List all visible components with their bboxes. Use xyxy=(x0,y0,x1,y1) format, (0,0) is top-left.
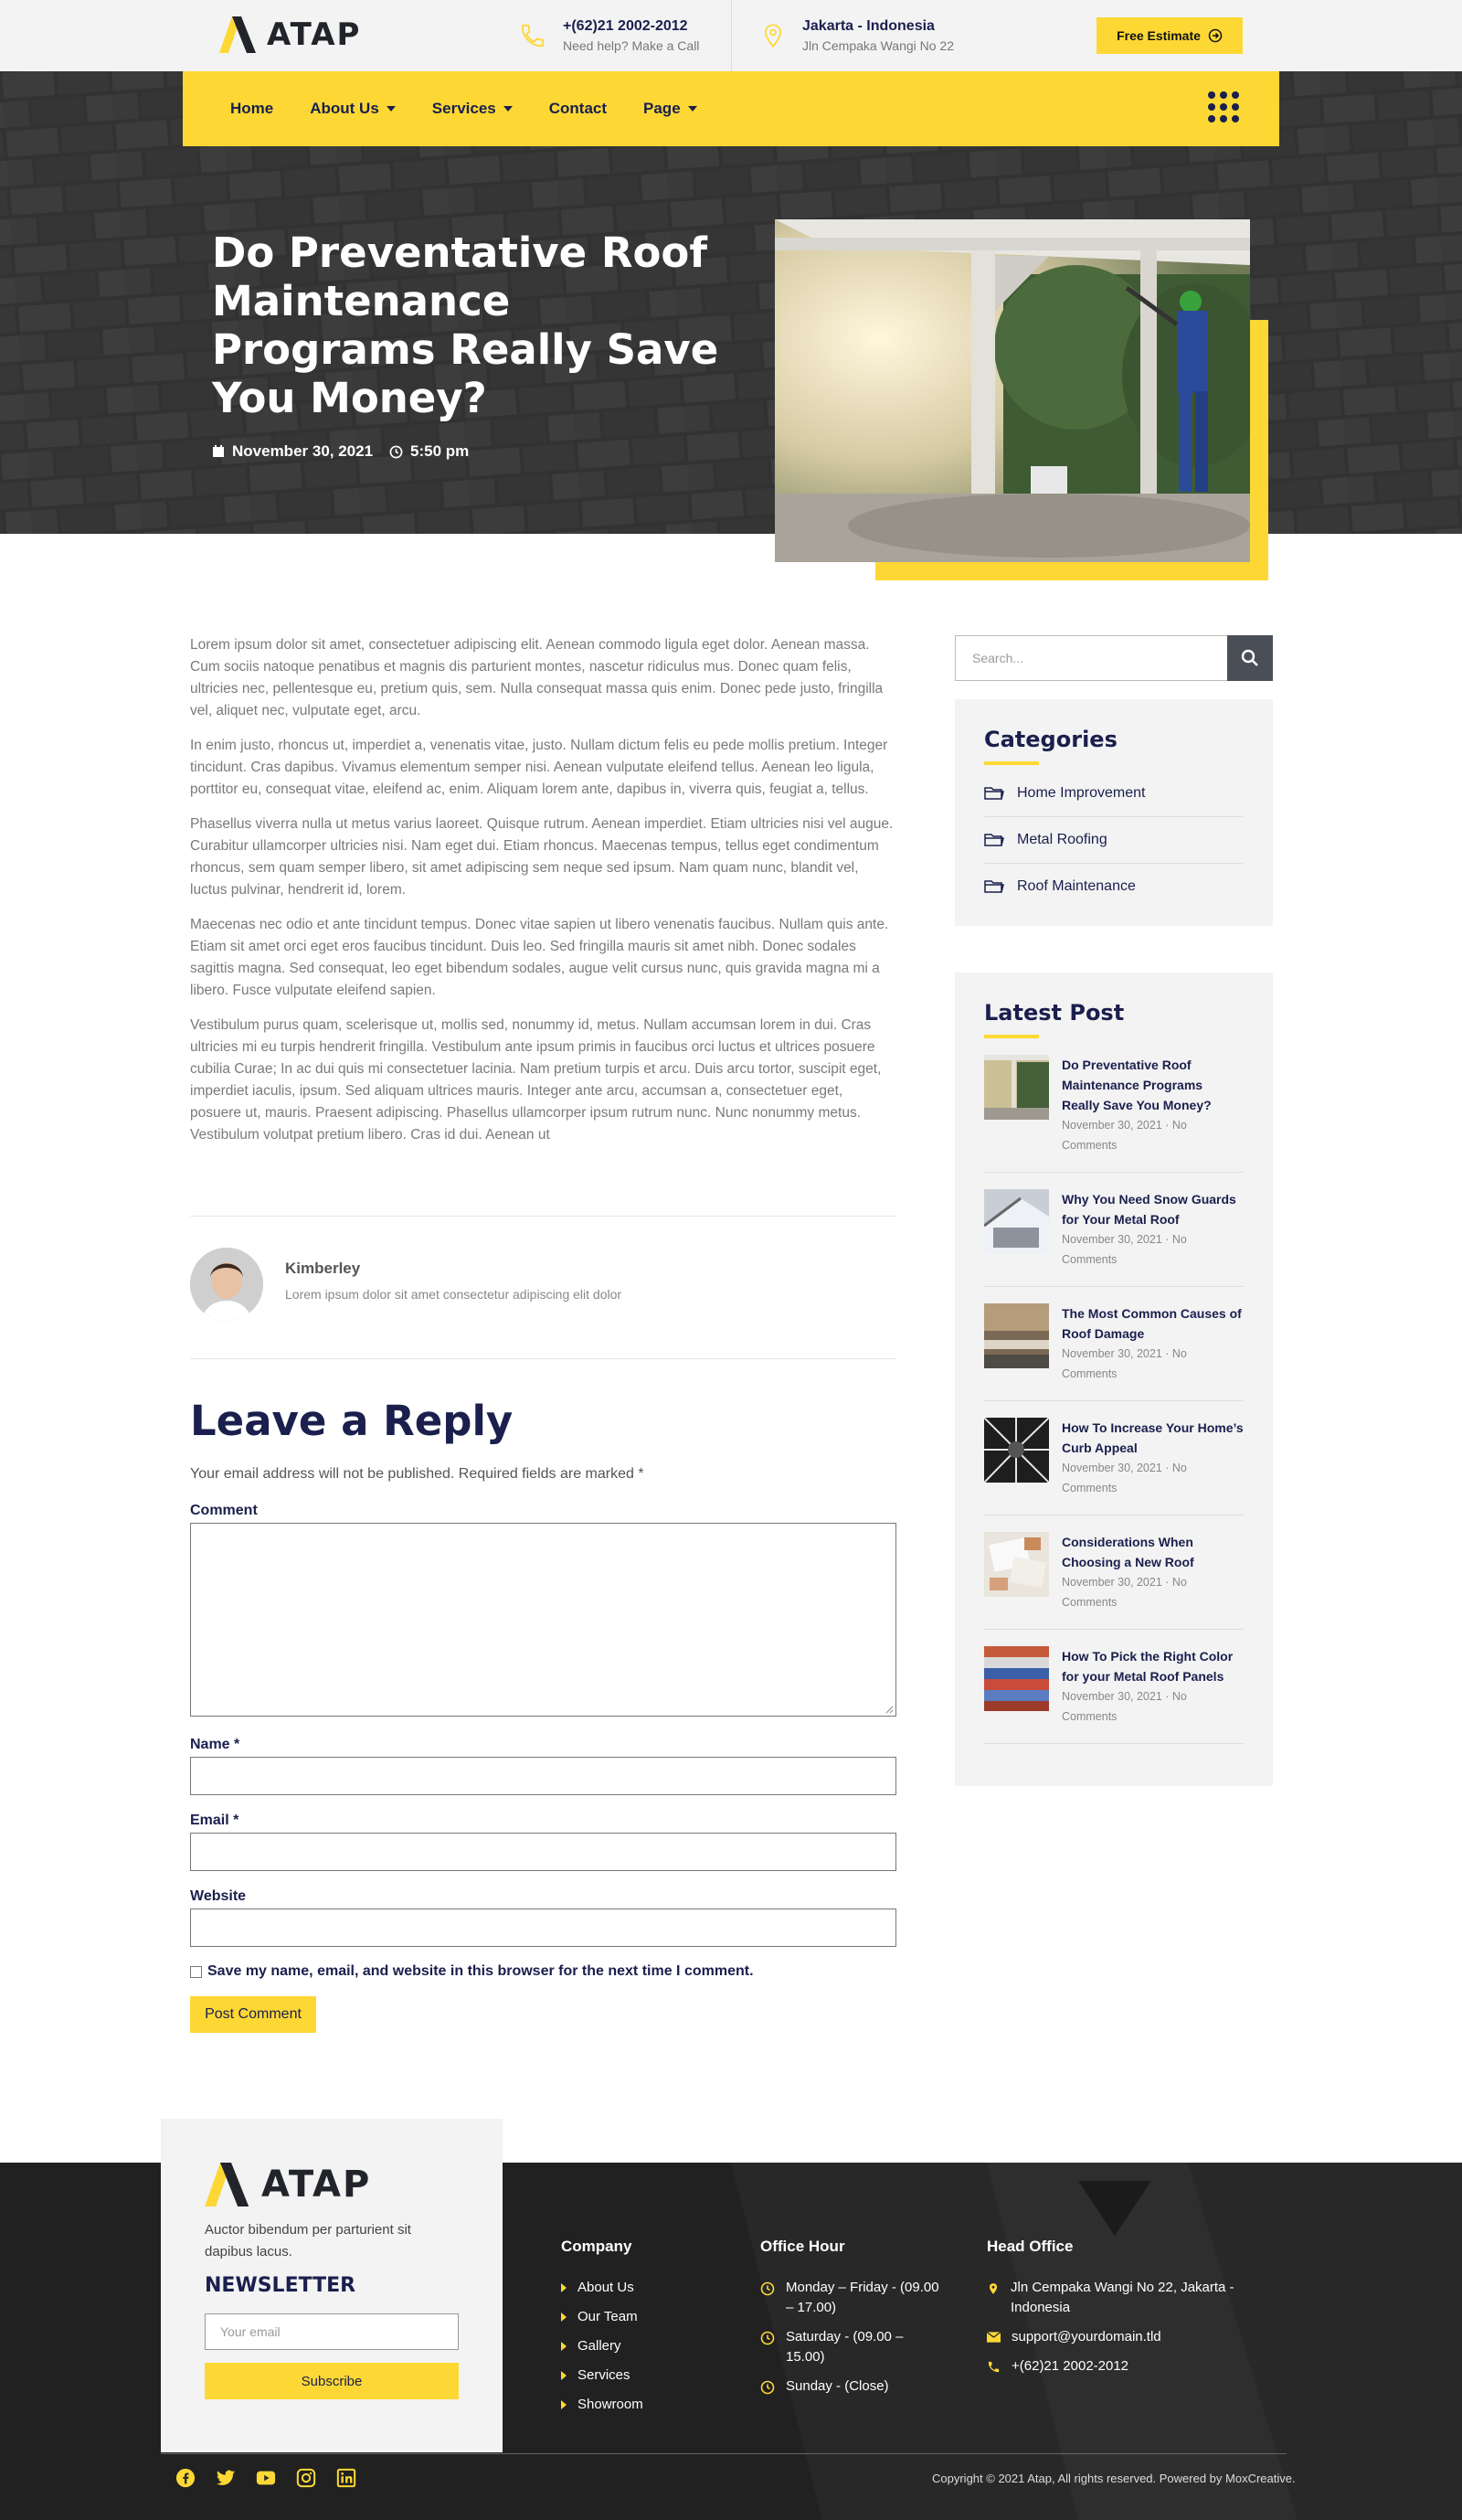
chevron-down-icon xyxy=(688,106,697,112)
latest-post-panel xyxy=(955,973,1273,1786)
footer-description: Auctor bibendum per parturient sit dapibus lacus. xyxy=(205,2222,411,2259)
footer-link-label: Services xyxy=(577,2367,630,2383)
facebook-icon[interactable] xyxy=(175,2468,196,2488)
categories-panel xyxy=(955,699,1273,926)
category-metal-roofing[interactable] xyxy=(984,817,1244,864)
nav-home-label: Home xyxy=(230,100,274,117)
reply-note: Your email address will not be published. Required fields are marked * xyxy=(190,1466,644,1482)
envelope-icon xyxy=(987,2332,1001,2343)
latest-post-meta: November 30, 2021 · No Comments xyxy=(1062,1233,1187,1266)
newsletter-email-input[interactable]: Your email xyxy=(205,2313,459,2350)
footer-link-label: Gallery xyxy=(577,2338,621,2354)
office-address xyxy=(987,2278,1243,2318)
post-thumbnail[interactable] xyxy=(984,1418,1049,1483)
subscribe-button[interactable]: Subscribe xyxy=(205,2363,459,2399)
latest-post-title[interactable]: Considerations When Choosing a New Roof xyxy=(1062,1535,1194,1569)
divider xyxy=(190,1216,896,1217)
latest-post-item[interactable] xyxy=(984,1401,1244,1515)
clock-icon xyxy=(389,445,403,459)
office-title: Head Office xyxy=(987,2238,1074,2255)
office-phone-text: +(62)21 2002-2012 xyxy=(1012,2358,1129,2374)
hero-meta xyxy=(212,442,469,461)
footer-brand-card xyxy=(161,2119,503,2452)
post-thumbnail[interactable] xyxy=(984,1646,1049,1711)
author-name[interactable]: Kimberley xyxy=(285,1260,361,1277)
post-thumbnail[interactable] xyxy=(984,1055,1049,1120)
hero-image xyxy=(775,219,1250,562)
search-icon xyxy=(1241,649,1259,667)
twitter-icon[interactable] xyxy=(216,2468,236,2488)
arrow-circle-icon xyxy=(1208,28,1223,43)
clock-icon xyxy=(760,2380,775,2395)
latest-post-item[interactable] xyxy=(984,1630,1244,1744)
name-label: Name * xyxy=(190,1737,240,1752)
author-bio: Lorem ipsum dolor sit amet consectetur adipiscing elit dolor xyxy=(285,1287,622,1302)
category-roof-maintenance[interactable] xyxy=(984,864,1244,909)
location-city: Jakarta - Indonesia xyxy=(802,18,935,34)
social-links xyxy=(175,2468,356,2488)
article-body xyxy=(190,634,896,1159)
post-date-text: November 30, 2021 xyxy=(232,442,374,460)
footer-hours-col xyxy=(760,2238,943,2406)
hours-title: Office Hour xyxy=(760,2238,845,2255)
phone-contact[interactable] xyxy=(519,18,699,53)
nav-page-label: Page xyxy=(643,100,681,117)
footer-link-showroom[interactable] xyxy=(561,2395,735,2415)
resize-handle-icon[interactable] xyxy=(885,1705,894,1714)
company-title: Company xyxy=(561,2238,632,2255)
folder-icon xyxy=(984,833,1004,847)
topbar-divider xyxy=(731,0,732,71)
category-label: Roof Maintenance xyxy=(1017,878,1136,894)
latest-post-meta: November 30, 2021 · No Comments xyxy=(1062,1347,1187,1380)
latest-post-meta: November 30, 2021 · No Comments xyxy=(1062,1690,1187,1723)
save-info-row xyxy=(190,1963,754,1980)
nav-contact-label: Contact xyxy=(548,100,608,117)
footer-divider xyxy=(161,2453,1287,2454)
nav-contact[interactable] xyxy=(549,100,607,118)
hours-text: Sunday - (Close) xyxy=(786,2378,889,2394)
folder-icon xyxy=(984,879,1004,894)
footer-link-gallery[interactable] xyxy=(561,2336,735,2356)
latest-post-title[interactable]: How To Increase Your Home’s Curb Appeal xyxy=(1062,1420,1244,1455)
nav-services[interactable] xyxy=(432,100,513,118)
clock-icon xyxy=(760,2331,775,2345)
nav-home[interactable] xyxy=(230,100,273,118)
post-time-text: 5:50 pm xyxy=(410,442,470,460)
latest-post-meta: November 30, 2021 · No Comments xyxy=(1062,1462,1187,1494)
post-thumbnail[interactable] xyxy=(984,1189,1049,1254)
office-address-text: Jln Cempaka Wangi No 22, Jakarta - Indonesia xyxy=(1011,2280,1234,2315)
calendar-icon xyxy=(212,445,225,458)
comment-textarea[interactable] xyxy=(190,1523,896,1717)
title-underline xyxy=(984,761,1039,765)
latest-post-item[interactable] xyxy=(984,1038,1244,1173)
post-time xyxy=(389,442,469,461)
author-photo xyxy=(190,1248,263,1321)
comment-label: Comment xyxy=(190,1503,258,1518)
location-address: Jln Cempaka Wangi No 22 xyxy=(802,38,955,53)
reply-title: Leave a Reply xyxy=(190,1397,514,1445)
caret-right-icon xyxy=(561,2313,567,2322)
website-input[interactable] xyxy=(190,1909,896,1947)
caret-right-icon xyxy=(561,2342,567,2351)
latest-post-item[interactable] xyxy=(984,1287,1244,1401)
logo-text: ATAP xyxy=(267,16,362,53)
latest-post-meta: November 30, 2021 · No Comments xyxy=(1062,1576,1187,1609)
article-paragraph: Vestibulum purus quam, scelerisque ut, mollis sed, nonummy id, metus. Nullam accumsan lorem in dui. Cras ultricies mi eu turpis hendrerit fringilla. Vestibulum ante ipsum primis in faucibus orci luctus et ultrices posuere cubilia Curae; In ac dui quis mi consectetuer lacinia. Nam pretium turpis et arcu. Duis arcu tortor, suscipit eget, imperdiet iaculis, ipsum. Sed aliquam ultrices mauris. Integer ante arcu, accumsan a, consectetuer eget, posuere ut, mauris. Praesent adipiscing. Phasellus ullamcorper ipsum rutrum nunc. Nunc nonummy metus. Vestibulum volutpat pretium libero. Cras id dui. Aenean ut xyxy=(190,1017,882,1143)
article-paragraph: In enim justo, rhoncus ut, imperdiet a, venenatis vitae, justo. Nullam dictum felis eu pede mollis pretium. Integer tincidunt. Cras dapibus. Vivamus elementum semper nisi. Aenean vulputate eleifend tellus. Aenean leo ligula, porttitor eu, consequat vitae, eleifend ac, enim. Aliquam lorem ante, dapibus in, viverra quis, feugiat a, tellus. xyxy=(190,738,888,797)
office-email[interactable] xyxy=(987,2327,1243,2347)
free-estimate-label: Free Estimate xyxy=(1117,28,1201,43)
name-input[interactable] xyxy=(190,1757,896,1795)
search-input[interactable]: Search... xyxy=(955,635,1227,681)
footer-link-label: Our Team xyxy=(577,2309,638,2324)
nav-page[interactable] xyxy=(643,100,697,118)
caret-right-icon xyxy=(561,2371,567,2380)
main-nav xyxy=(183,71,1279,146)
office-phone[interactable] xyxy=(987,2356,1243,2376)
location-contact xyxy=(760,18,954,53)
post-thumbnail[interactable] xyxy=(984,1532,1049,1597)
search-form xyxy=(955,635,1273,681)
clock-icon xyxy=(760,2281,775,2296)
latest-post-title[interactable]: Do Preventative Roof Maintenance Programs Really Save You Money? xyxy=(1062,1058,1212,1112)
post-thumbnail[interactable] xyxy=(984,1303,1049,1368)
nav-services-label: Services xyxy=(431,100,496,117)
footer-link-team[interactable] xyxy=(561,2307,735,2327)
save-info-label: Save my name, email, and website in this browser for the next time I comment. xyxy=(207,1963,754,1979)
location-pin-icon xyxy=(987,2281,1000,2296)
grid-dots-icon[interactable] xyxy=(1208,91,1239,122)
instagram-icon[interactable] xyxy=(296,2468,316,2488)
footer-link-label: Showroom xyxy=(577,2397,643,2412)
footer-logo-text: ATAP xyxy=(261,2164,372,2206)
nav-about-us[interactable] xyxy=(310,100,396,118)
phone-icon xyxy=(519,22,546,49)
logo-mark-icon xyxy=(219,16,263,53)
latest-post-item[interactable] xyxy=(984,1515,1244,1630)
categories-title: Categories xyxy=(984,727,1118,752)
chevron-down-icon xyxy=(503,106,513,112)
email-label: Email * xyxy=(190,1813,239,1828)
hours-text: Monday – Friday - (09.00 – 17.00) xyxy=(786,2280,939,2315)
copyright-text: Copyright © 2021 Atap, All rights reserved. Powered by MoxCreative. xyxy=(932,2472,1296,2485)
office-email-text: support@yourdomain.tld xyxy=(1012,2329,1161,2345)
pressure-washing-photo xyxy=(775,219,1250,562)
footer-link-label: About Us xyxy=(577,2280,634,2295)
latest-title: Latest Post xyxy=(984,1000,1125,1026)
latest-post-title[interactable]: Why You Need Snow Guards for Your Metal Roof xyxy=(1062,1192,1236,1227)
search-button[interactable] xyxy=(1227,635,1273,681)
newsletter-title: NEWSLETTER xyxy=(205,2274,356,2297)
hours-item xyxy=(760,2278,943,2318)
phone-number: +(62)21 2002-2012 xyxy=(563,18,688,34)
phone-icon xyxy=(987,2360,1001,2374)
latest-post-meta: November 30, 2021 · No Comments xyxy=(1062,1119,1187,1152)
caret-right-icon xyxy=(561,2283,567,2292)
latest-post-title[interactable]: How To Pick the Right Color for your Metal Roof Panels xyxy=(1062,1649,1234,1684)
article-paragraph: Phasellus viverra nulla ut metus varius laoreet. Quisque rutrum. Aenean imperdiet. Etiam ultricies nisi vel augue. Curabitur ullamcorper ultricies nisi. Nam eget dui. Etiam rhoncus. Maecenas tempus, tellus eget condimentum rhoncus, sem quam semper libero, sit amet adipiscing sem neque sed ipsum. Nam quam nunc, blandit vel, luctus pulvinar, hendrerit id, lorem. xyxy=(190,816,894,898)
save-info-checkbox[interactable] xyxy=(190,1966,202,1978)
folder-icon xyxy=(984,786,1004,801)
footer-company-col xyxy=(561,2238,735,2424)
caret-right-icon xyxy=(561,2400,567,2409)
linkedin-icon[interactable] xyxy=(336,2468,356,2488)
footer-link-services[interactable] xyxy=(561,2366,735,2386)
author-avatar xyxy=(190,1248,263,1321)
hours-item xyxy=(760,2327,943,2367)
email-input[interactable] xyxy=(190,1833,896,1871)
article-paragraph: Lorem ipsum dolor sit amet, consectetuer adipiscing elit. Aenean commodo ligula eget dolor. Aenean massa. Cum sociis natoque penatibus et magnis dis parturient montes, nascetur ridiculus mus. Donec quam felis, ultricies nec, pellentesque eu, pretium quis, sem. Nulla consequat massa quis enim. Donec pede justo, fringilla vel, aliquet nec, vulputate eget, arcu. xyxy=(190,637,884,718)
category-label: Home Improvement xyxy=(1017,785,1146,801)
hours-text: Saturday - (09.00 – 15.00) xyxy=(786,2329,904,2365)
location-pin-icon xyxy=(760,22,786,49)
divider xyxy=(190,1358,896,1359)
footer-link-about[interactable] xyxy=(561,2278,735,2298)
footer-logo[interactable] xyxy=(205,2163,459,2206)
post-comment-button[interactable]: Post Comment xyxy=(190,1996,316,2033)
website-label: Website xyxy=(190,1888,247,1904)
latest-post-title[interactable]: The Most Common Causes of Roof Damage xyxy=(1062,1306,1242,1341)
logo[interactable] xyxy=(219,16,361,53)
hero-title: Do Preventative Roof Maintenance Programs Really Save You Money? xyxy=(212,229,719,422)
free-estimate-button[interactable] xyxy=(1096,17,1243,54)
footer-office-col xyxy=(987,2238,1243,2386)
article-paragraph: Maecenas nec odio et ante tincidunt tempus. Donec vitae sapien ut libero venenatis faucibus. Nullam quis ante. Etiam sit amet orci eget eros faucibus tincidunt. Duis leo. Sed fringilla mauris sit amet nibh. Donec sodales sagittis magna. Sed consequat, leo eget bibendum sodales, augue velit cursus nunc, quis gravida magna mi a libero. Fusce vulputate eleifend sapien. xyxy=(190,917,889,998)
chevron-down-icon xyxy=(387,106,396,112)
post-date xyxy=(212,442,373,461)
logo-mark-icon xyxy=(205,2163,258,2206)
youtube-icon[interactable] xyxy=(256,2468,276,2488)
nav-about-label: About Us xyxy=(310,100,379,117)
phone-subtext: Need help? Make a Call xyxy=(563,38,700,53)
latest-post-item[interactable] xyxy=(984,1173,1244,1287)
hours-item xyxy=(760,2376,943,2397)
category-label: Metal Roofing xyxy=(1017,832,1107,847)
category-home-improvement[interactable] xyxy=(984,771,1244,817)
